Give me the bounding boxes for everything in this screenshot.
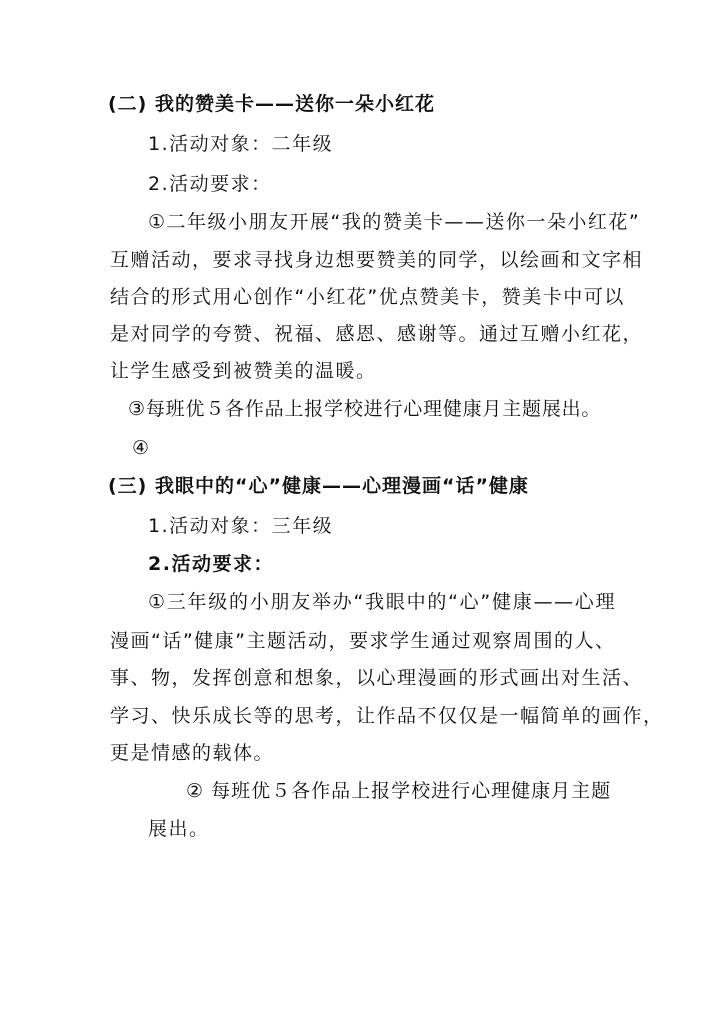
section-3-requirements-title: 2.活动要求： <box>148 553 274 575</box>
section-3-paragraph-line-3: 事、物，发挥创意和想象，以心理漫画的形式画出对生活、 <box>110 667 644 689</box>
section-2-item-4: ④ <box>132 437 151 459</box>
section-3-paragraph-line-4: 学习、快乐成长等的思考，让作品不仅仅是一幅简单的画作， <box>110 705 664 727</box>
section-2-paragraph-line-2: 互赠活动，要求寻找身边想要赞美的同学，以绘画和文字相 <box>110 249 644 271</box>
section-2-paragraph-line-1: ①二年级小朋友开展“我的赞美卡——送你一朵小红花” <box>148 211 641 233</box>
section-2-requirements-title: 2.活动要求： <box>148 173 272 195</box>
section-2-heading: (二) 我的赞美卡——送你一朵小红花 <box>108 93 435 115</box>
section-3-item-2: ② 每班优５各作品上报学校进行心理健康月主题 <box>186 780 612 802</box>
section-2-item-3: ③每班优５各作品上报学校进行心理健康月主题展出。 <box>128 398 602 420</box>
section-3-item-2-continued: 展出。 <box>148 818 210 840</box>
section-3-paragraph-line-5: 更是情感的载体。 <box>110 742 275 764</box>
section-3-paragraph-line-1: ①三年级的小朋友举办“我眼中的“心”健康——心理 <box>148 591 616 613</box>
section-2-target: 1.活动对象：二年级 <box>148 133 334 155</box>
section-2-paragraph-line-5: 让学生感受到被赞美的温暖。 <box>110 360 377 382</box>
section-3-paragraph-line-2: 漫画“话”健康”主题活动，要求学生通过观察周围的人、 <box>110 630 616 652</box>
section-3-target: 1.活动对象：三年级 <box>148 515 334 537</box>
section-3-heading: (三) 我眼中的“心”健康——心理漫画“话”健康 <box>108 475 529 497</box>
section-2-paragraph-line-4: 是对同学的夸赞、祝福、感恩、感谢等。通过互赠小红花， <box>110 323 644 345</box>
section-2-paragraph-line-3: 结合的形式用心创作“小红花”优点赞美卡，赞美卡中可以 <box>110 286 625 308</box>
